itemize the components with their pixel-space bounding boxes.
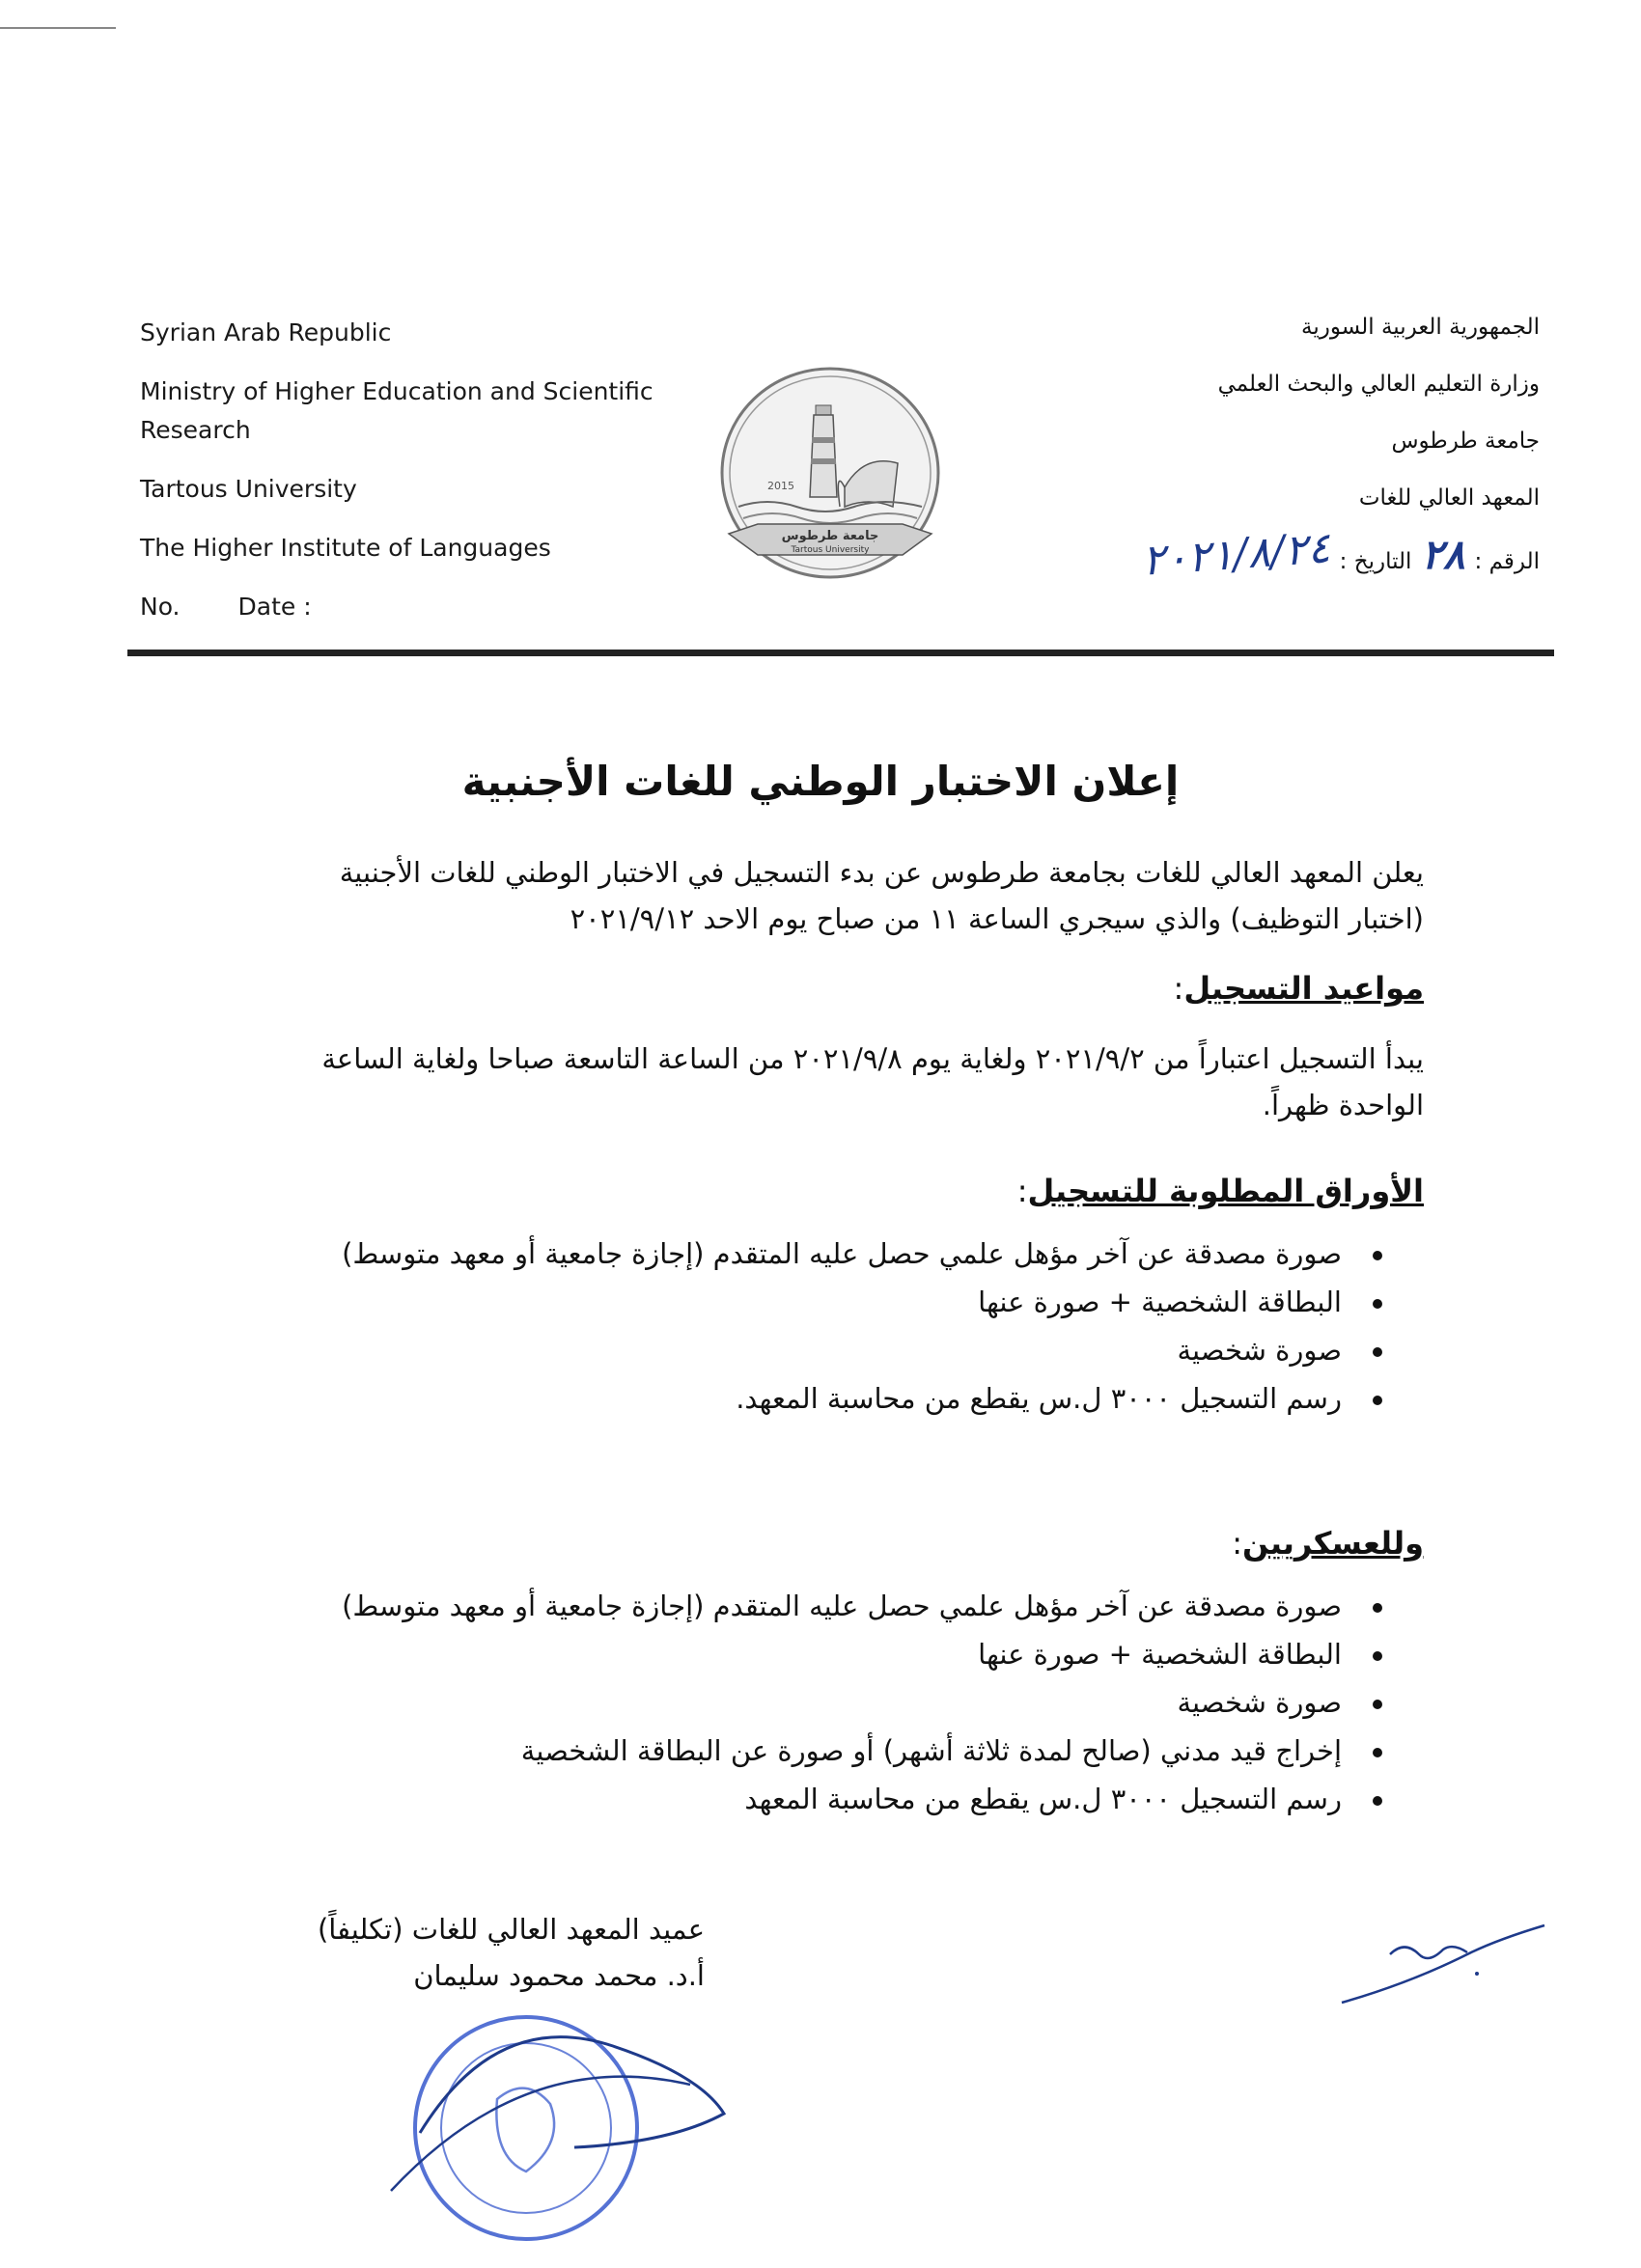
list-item: البطاقة الشخصية + صورة عنها	[304, 1281, 1342, 1323]
header-en-ministry: Ministry of Higher Education and Scientific Research	[140, 377, 654, 444]
military-docs-list	[304, 1585, 1424, 1820]
list-item: صورة مصدقة عن آخر مؤهل علمي حصل عليه المتقدم (إجازة جامعية أو معهد متوسط)	[304, 1232, 1342, 1275]
announcement-intro: يعلن المعهد العالي للغات بجامعة طرطوس عن بدء التسجيل في الاختبار الوطني للغات الأجنبية (اختبار التوظيف) والذي سيجري الساعة ١١ من صباح يوم الاحد ٢٠٢١/٩/١٢	[339, 856, 1424, 935]
header-ar-ministry: وزارة التعليم العالي والبحث العلمي	[1217, 372, 1540, 397]
university-logo	[719, 362, 941, 584]
page-top-mark	[0, 27, 116, 29]
header-ar-date-label: التاريخ :	[1339, 549, 1412, 574]
signer-role: عميد المعهد العالي للغات (تكليفاً)	[317, 1913, 705, 1946]
list-item: صورة مصدقة عن آخر مؤهل علمي حصل عليه المتقدم (إجازة جامعية أو معهد متوسط)	[304, 1585, 1342, 1627]
required-docs-section: الأوراق المطلوبة للتسجيل: صورة مصدقة عن آخر مؤهل علمي حصل عليه المتقدم (إجازة جامعية أو معهد متوسط) البطاقة الشخصية + صورة عنها صورة شخصية رسم التسجيل ٣٠٠٠ ل.س يقطع من محاسبة المعهد.	[304, 1173, 1424, 1425]
header-en-date-label: Date :	[237, 593, 312, 621]
header-ar-no-label: الرقم :	[1474, 549, 1540, 574]
header-en-institute: The Higher Institute of Languages	[140, 534, 551, 562]
signature-block	[299, 1906, 705, 1999]
list-item: إخراج قيد مدني (صالح لمدة ثلاثة أشهر) أو صورة عن البطاقة الشخصية	[304, 1729, 1342, 1772]
required-docs-list	[304, 1232, 1424, 1420]
header-arabic	[1038, 309, 1540, 600]
list-item: البطاقة الشخصية + صورة عنها	[304, 1633, 1342, 1675]
header-en-no-label: No.	[140, 593, 181, 621]
list-item: رسم التسجيل ٣٠٠٠ ل.س يقطع من محاسبة المعهد	[304, 1778, 1342, 1820]
list-item: رسم التسجيل ٣٠٠٠ ل.س يقطع من محاسبة المعهد.	[304, 1377, 1342, 1420]
required-docs-heading: الأوراق المطلوبة للتسجيل	[1027, 1173, 1424, 1209]
logo-name-ar: جامعة طرطوس	[781, 529, 879, 543]
military-heading: وللعسكريين	[1242, 1525, 1424, 1562]
signer-name: أ.د. محمد محمود سليمان	[413, 1959, 705, 1992]
list-item: صورة شخصية	[304, 1681, 1342, 1724]
military-section: وللعسكريين: صورة مصدقة عن آخر مؤهل علمي حصل عليه المتقدم (إجازة جامعية أو معهد متوسط) البطاقة الشخصية + صورة عنها صورة شخصية إخراج قيد مدني (صالح لمدة ثلاثة أشهر) أو صورة عن البطاقة الشخصية رسم التسجيل ٣٠٠٠ ل.س يقطع من محاسبة المعهد	[304, 1525, 1424, 1826]
header-en-country: Syrian Arab Republic	[140, 318, 392, 346]
handwritten-signature	[1332, 1916, 1554, 2022]
announcement-title: إعلان الاختبار الوطني للغات الأجنبية	[461, 758, 1180, 805]
handwritten-date: ٢٠٢١/٨/٢٤	[1140, 523, 1332, 586]
header-ar-country: الجمهورية العربية السورية	[1301, 315, 1540, 340]
header-english	[140, 314, 681, 647]
logo-year: 2015	[767, 480, 794, 492]
logo-name-en: Tartous University	[791, 545, 870, 555]
header-ar-university: جامعة طرطوس	[1391, 429, 1540, 454]
header-ar-institute: المعهد العالي للغات	[1358, 485, 1540, 511]
header-divider	[127, 650, 1554, 656]
list-item: صورة شخصية	[304, 1329, 1342, 1371]
official-stamp	[381, 1988, 729, 2268]
header-en-ref	[140, 588, 681, 626]
handwritten-ref-number: ٢٨	[1421, 531, 1465, 578]
registration-text: يبدأ التسجيل اعتباراً من ٢٠٢١/٩/٢ ولغاية يوم ٢٠٢١/٩/٨ من الساعة التاسعة صباحا ولغاية الساعة الواحدة ظهراً.	[321, 1042, 1424, 1121]
registration-section: مواعيد التسجيل: يبدأ التسجيل اعتباراً من ٢٠٢١/٩/٢ ولغاية يوم ٢٠٢١/٩/٨ من الساعة التاسعة صباحا ولغاية الساعة الواحدة ظهراً.	[304, 970, 1424, 1128]
registration-heading: مواعيد التسجيل	[1183, 970, 1424, 1007]
header-en-university: Tartous University	[140, 475, 357, 503]
header-ar-ref	[1038, 523, 1540, 586]
